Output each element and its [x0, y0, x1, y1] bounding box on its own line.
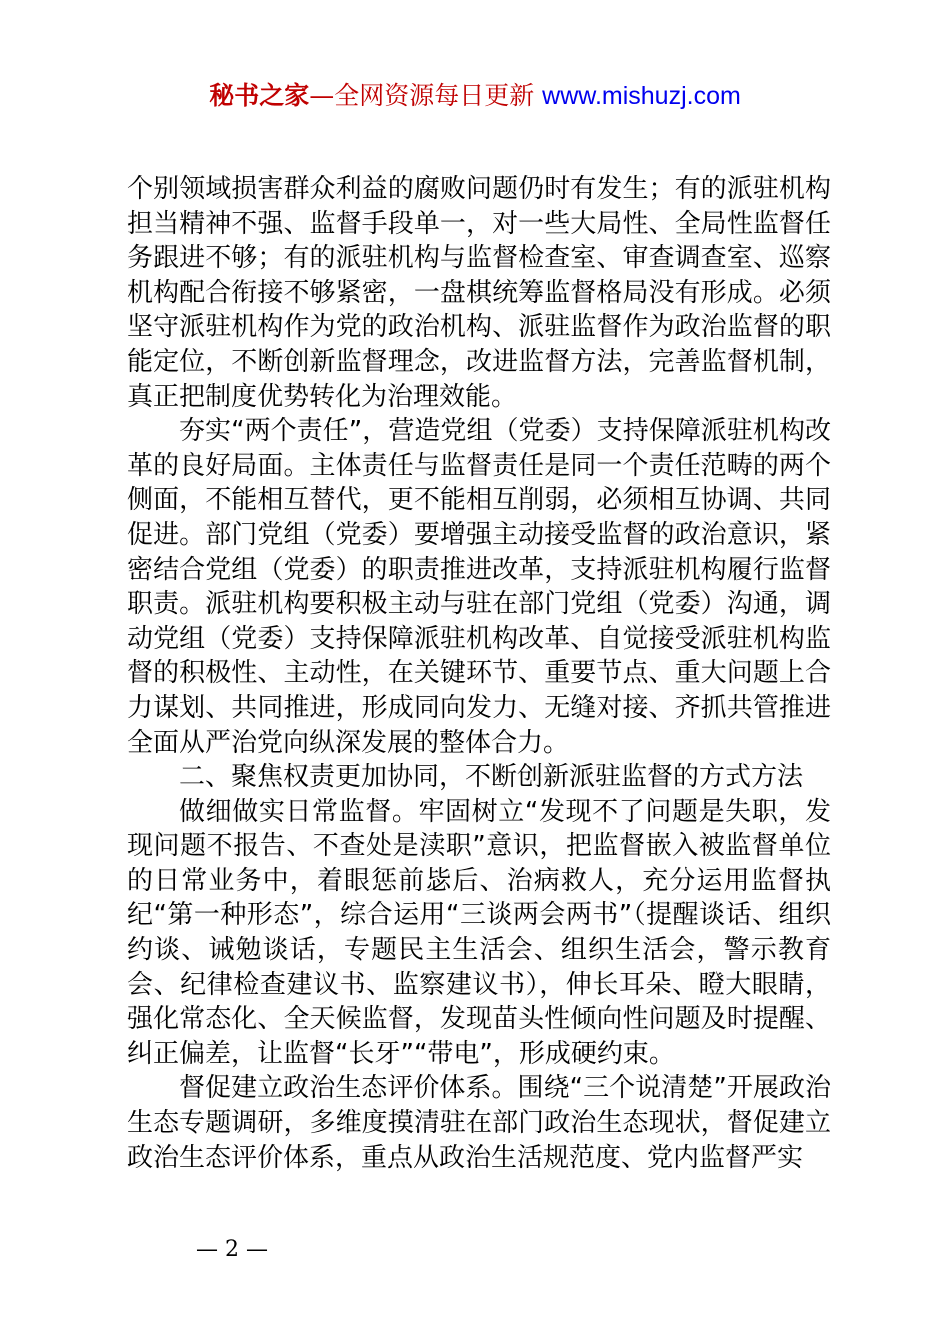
banner-url-link[interactable]: www.mishuzj.com — [542, 82, 741, 110]
banner-separator: — — [309, 81, 335, 110]
site-banner — [0, 78, 950, 114]
banner-brand: 秘书之家 — [209, 81, 310, 110]
page-number: — 2 — — [196, 1237, 268, 1262]
document-body — [127, 172, 831, 1175]
paragraph-3: 做细做实日常监督。牢固树立“发现不了问题是失职，发现问题不报告、不查处是渎职”意识，把监督嵌入被监督单位的日常业务中，着眼惩前毖后、治病救人，充分运用监督执纪“第一种形态”，综合运用“三谈两会两书”（提醒谈话、组织约谈、诫勉谈话，专题民主生活会、组织生活会，警示教育会、纪律检查建议书、监察建议书），伸长耳朵、瞪大眼睛，强化常态化、全天候监督，发现苗头性倾向性问题及时提醒、纠正偏差，让监督“长牙”“带电”，形成硬约束。 — [127, 796, 831, 1069]
section-heading-2: 二、聚焦权责更加协同，不断创新派驻监督的方式方法 — [179, 762, 804, 793]
paragraph-2: 夯实“两个责任”，营造党组（党委）支持保障派驻机构改革的良好局面。主体责任与监督责任是同一个责任范畴的两个侧面，不能相互替代，更不能相互削弱，必须相互协调、共同促进。部门党组（党委）要增强主动接受监督的政治意识，紧密结合党组（党委）的职责推进改革，支持派驻机构履行监督职责。派驻机构要积极主动与驻在部门党组（党委）沟通，调动党组（党委）支持保障派驻机构改革、自觉接受派驻机构监督的积极性、主动性，在关键环节、重要节点、重大问题上合力谋划、共同推进，形成同向发力、无缝对接、齐抓共管推进全面从严治党向纵深发展的整体合力。 — [127, 416, 831, 758]
banner-slogan: 全网资源每日更新 — [334, 81, 543, 110]
paragraph-4: 督促建立政治生态评价体系。围绕“三个说清楚”开展政治生态专题调研，多维度摸清驻在部门政治生态现状，督促建立政治生态评价体系，重点从政治生活规范度、党内监督严实 — [127, 1073, 831, 1173]
paragraph-1: 个别领域损害群众利益的腐败问题仍时有发生；有的派驻机构担当精神不强、监督手段单一，对一些大局性、全局性监督任务跟进不够；有的派驻机构与监督检查室、审查调查室、巡察机构配合衔接不够紧密，一盘棋统筹监督格局没有形成。必须坚守派驻机构作为党的政治机构、派驻监督作为政治监督的职能定位，不断创新监督理念，改进监督方法，完善监督机制，真正把制度优势转化为治理效能。 — [127, 174, 831, 412]
